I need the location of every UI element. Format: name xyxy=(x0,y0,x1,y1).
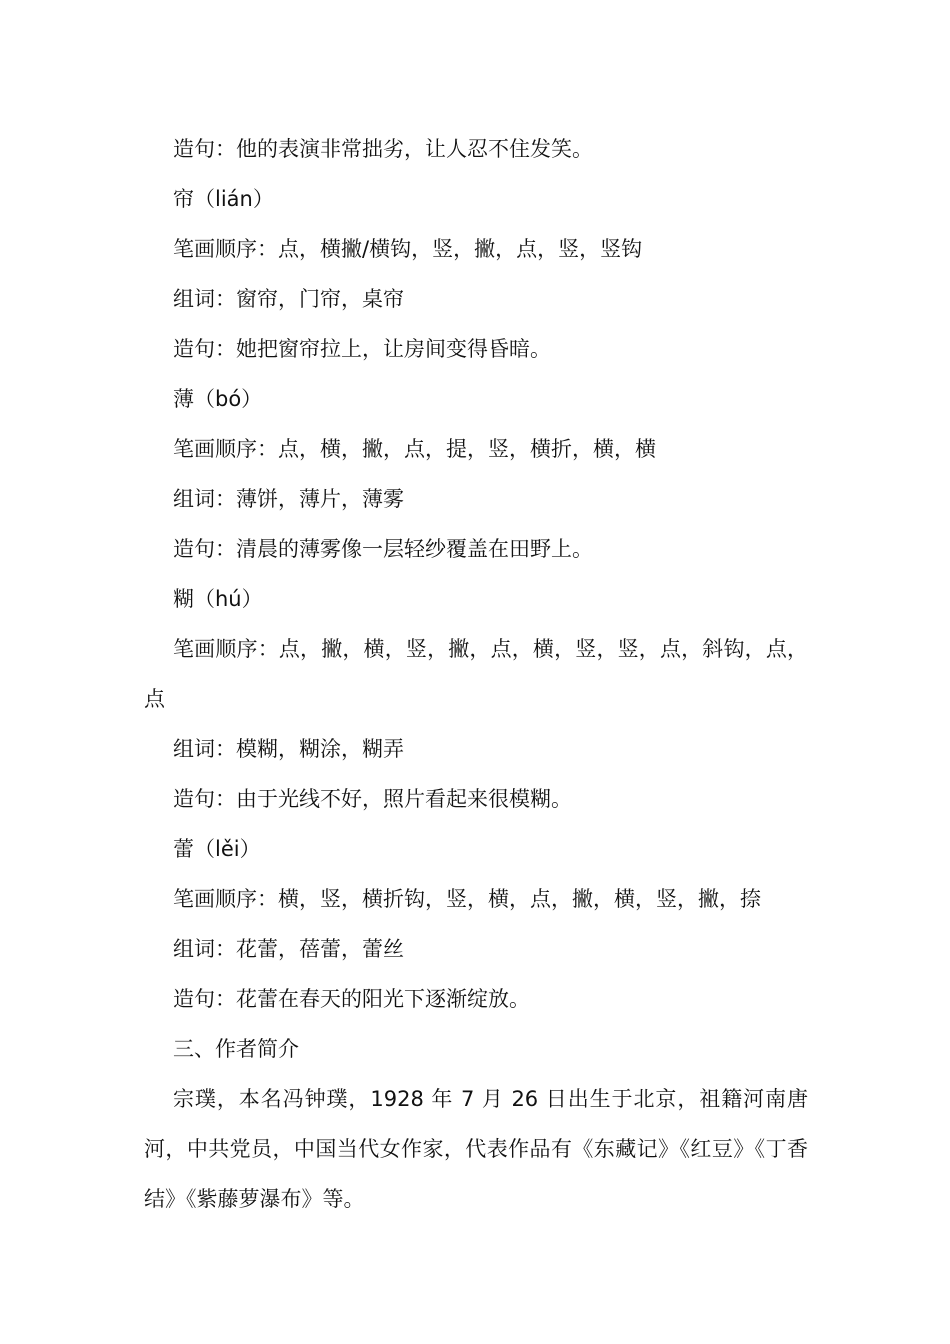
paragraph-sentence-bo: 造句：清晨的薄雾像一层轻纱覆盖在田野上。 xyxy=(173,537,593,561)
paragraph-sentence-lian: 造句：她把窗帘拉上，让房间变得昏暗。 xyxy=(173,337,551,361)
paragraph-sentence-lei: 造句：花蕾在春天的阳光下逐渐绽放。 xyxy=(173,987,530,1011)
paragraph-words-bo: 组词：薄饼，薄片，薄雾 xyxy=(173,487,404,511)
paragraph-sentence-hu: 造句：由于光线不好，照片看起来很模糊。 xyxy=(173,787,572,811)
paragraph-stroke-lian: 笔画顺序：点，横撇/横钩，竖，撇，点，竖，竖钩 xyxy=(173,237,643,261)
paragraph-words-hu: 组词：模糊，糊涂，糊弄 xyxy=(173,737,404,761)
paragraph-stroke-lei: 笔画顺序：横，竖，横折钩，竖，横，点，撇，横，竖，撇，捺 xyxy=(173,887,761,911)
paragraph-author-bio: 宗璞，本名冯钟璞，1928 年 7 月 26 日出生于北京，祖籍河南唐河，中共党员，中国当代女作家，代表作品有《东藏记》《红豆》《丁香结》《紫藤萝瀑布》等。 xyxy=(144,1087,808,1211)
paragraph-words-lian: 组词：窗帘，门帘，桌帘 xyxy=(173,287,404,311)
document-body xyxy=(144,124,808,1224)
paragraph-stroke-hu: 笔画顺序：点，撇，横，竖，撇，点，横，竖，竖，点，斜钩，点，点 xyxy=(144,637,808,711)
paragraph-char-lian: 帘（lián） xyxy=(173,187,274,211)
paragraph-char-hu: 糊（hú） xyxy=(173,587,263,611)
paragraph-words-lei: 组词：花蕾，蓓蕾，蕾丝 xyxy=(173,937,404,961)
section-heading-author: 三、作者简介 xyxy=(173,1037,299,1061)
paragraph-sentence-1: 造句：他的表演非常拙劣，让人忍不住发笑。 xyxy=(173,137,593,161)
paragraph-stroke-bo: 笔画顺序：点，横，撇，点，提，竖，横折，横，横 xyxy=(173,437,656,461)
paragraph-char-bo: 薄（bó） xyxy=(173,387,263,411)
paragraph-char-lei: 蕾（lěi） xyxy=(173,837,261,861)
